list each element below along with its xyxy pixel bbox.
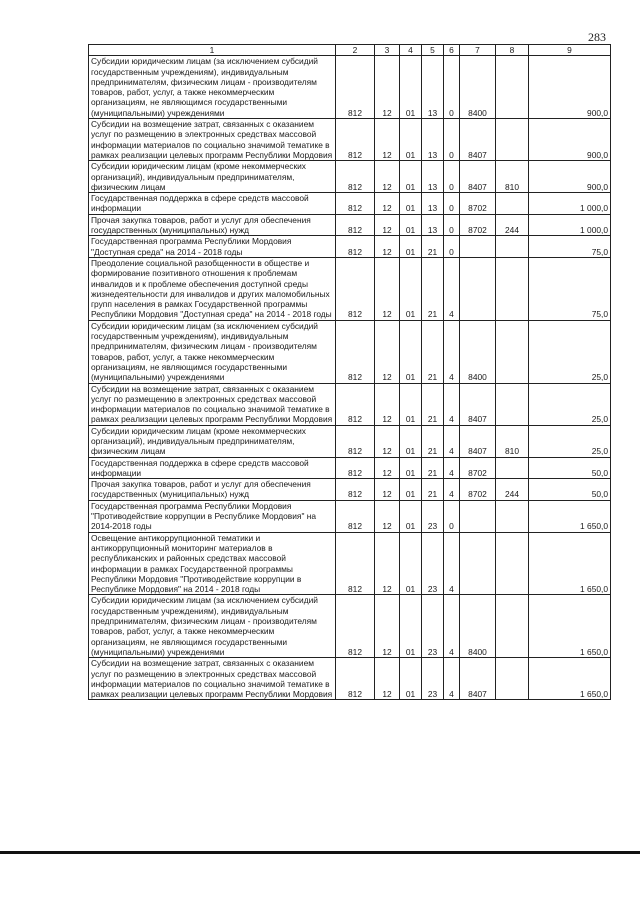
row-description: Освещение антикоррупционной тематики и антикоррупционный мониторинг материалов в республиканских и районных средствах массовой информации в рамках Государственной программы Республики Мордовия "Противодействие коррупции в Республике Мордовия" на 2014 - 2018 годы (89, 532, 336, 595)
cell-direction (460, 532, 496, 595)
cell-expense-type (496, 595, 529, 658)
cell-subsection: 01 (400, 595, 422, 658)
cell-subprogram: 0 (444, 56, 460, 119)
cell-subsection: 01 (400, 56, 422, 119)
col-header-7: 7 (460, 45, 496, 56)
row-description: Государственная поддержка в сфере средств массовой информации (89, 193, 336, 215)
cell-direction (460, 257, 496, 320)
cell-direction: 8407 (460, 119, 496, 161)
cell-amount: 1 650,0 (529, 658, 611, 700)
cell-expense-type (496, 658, 529, 700)
col-header-1: 1 (89, 45, 336, 56)
col-header-2: 2 (336, 45, 375, 56)
cell-subsection: 01 (400, 479, 422, 501)
cell-direction: 8702 (460, 479, 496, 501)
cell-subsection: 01 (400, 383, 422, 425)
cell-subprogram: 4 (444, 595, 460, 658)
cell-subprogram: 4 (444, 457, 460, 479)
cell-ministry-code: 812 (336, 56, 375, 119)
cell-subsection: 01 (400, 236, 422, 258)
cell-subprogram: 0 (444, 161, 460, 193)
table-row (89, 320, 611, 383)
cell-ministry-code: 812 (336, 383, 375, 425)
cell-subprogram: 4 (444, 383, 460, 425)
cell-section: 12 (375, 479, 400, 501)
cell-program: 23 (422, 658, 444, 700)
cell-subsection: 01 (400, 500, 422, 532)
cell-program: 13 (422, 56, 444, 119)
table-row (89, 119, 611, 161)
cell-section: 12 (375, 193, 400, 215)
cell-subprogram: 0 (444, 193, 460, 215)
row-description: Субсидии юридическим лицам (за исключением субсидий государственным учреждениям), индивидуальным предпринимателям, физическим лицам - производителям товаров, работ, услуг, а также некоммерческим организациям, не являющимся государственными (муниципальными) учреждениями (89, 56, 336, 119)
cell-expense-type (496, 119, 529, 161)
cell-section: 12 (375, 532, 400, 595)
cell-amount: 75,0 (529, 257, 611, 320)
cell-subprogram: 0 (444, 214, 460, 236)
row-description: Прочая закупка товаров, работ и услуг для обеспечения государственных (муниципальных) нужд (89, 479, 336, 501)
cell-ministry-code: 812 (336, 193, 375, 215)
table-row (89, 161, 611, 193)
cell-ministry-code: 812 (336, 595, 375, 658)
cell-expense-type (496, 457, 529, 479)
table-row (89, 257, 611, 320)
cell-expense-type (496, 236, 529, 258)
col-header-5: 5 (422, 45, 444, 56)
cell-amount: 1 650,0 (529, 500, 611, 532)
table-row (89, 193, 611, 215)
row-description: Преодоление социальной разобщенности в обществе и формирование позитивного отношения к проблемам инвалидов и к проблеме обеспечения доступной среды жизнедеятельности для инвалидов и других маломобильных групп населения в рамках Государственной программы Республики Мордовия "Доступная среда" на 2014 - 2018 годы (89, 257, 336, 320)
row-description: Прочая закупка товаров, работ и услуг для обеспечения государственных (муниципальных) нужд (89, 214, 336, 236)
table-row (89, 658, 611, 700)
cell-direction (460, 500, 496, 532)
cell-ministry-code: 812 (336, 257, 375, 320)
cell-expense-type (496, 532, 529, 595)
cell-direction: 8407 (460, 425, 496, 457)
cell-subprogram: 4 (444, 425, 460, 457)
cell-direction: 8400 (460, 56, 496, 119)
cell-program: 23 (422, 532, 444, 595)
cell-expense-type (496, 500, 529, 532)
row-description: Государственная программа Республики Мордовия "Противодействие коррупции в Республике Мордовия" на 2014-2018 годы (89, 500, 336, 532)
cell-subsection: 01 (400, 658, 422, 700)
row-description: Субсидии на возмещение затрат, связанных с оказанием услуг по размещению в электронных средствах массовой информации материалов по социально значимой тематике в рамках реализации целевых программ Республики Мордовия (89, 658, 336, 700)
row-description: Субсидии юридическим лицам (кроме некоммерческих организаций), индивидуальным предпринимателям, физическим лицам (89, 161, 336, 193)
cell-subprogram: 4 (444, 532, 460, 595)
cell-section: 12 (375, 119, 400, 161)
cell-section: 12 (375, 236, 400, 258)
cell-section: 12 (375, 425, 400, 457)
cell-amount: 25,0 (529, 320, 611, 383)
cell-subprogram: 4 (444, 320, 460, 383)
cell-amount: 25,0 (529, 383, 611, 425)
cell-program: 21 (422, 257, 444, 320)
cell-amount: 1 000,0 (529, 193, 611, 215)
table-row (89, 236, 611, 258)
cell-program: 13 (422, 193, 444, 215)
cell-expense-type (496, 56, 529, 119)
cell-subsection: 01 (400, 457, 422, 479)
cell-ministry-code: 812 (336, 119, 375, 161)
cell-expense-type (496, 257, 529, 320)
cell-direction: 8407 (460, 658, 496, 700)
cell-program: 21 (422, 457, 444, 479)
cell-direction: 8407 (460, 161, 496, 193)
cell-subsection: 01 (400, 214, 422, 236)
cell-subsection: 01 (400, 257, 422, 320)
header-row (89, 45, 611, 56)
cell-section: 12 (375, 161, 400, 193)
page-number: 283 (588, 30, 606, 44)
cell-amount: 25,0 (529, 425, 611, 457)
table-row (89, 56, 611, 119)
table-row (89, 479, 611, 501)
cell-subprogram: 0 (444, 500, 460, 532)
cell-amount: 1 650,0 (529, 595, 611, 658)
cell-expense-type (496, 193, 529, 215)
cell-program: 21 (422, 320, 444, 383)
cell-section: 12 (375, 214, 400, 236)
cell-section: 12 (375, 257, 400, 320)
cell-subsection: 01 (400, 425, 422, 457)
cell-ministry-code: 812 (336, 479, 375, 501)
cell-amount: 50,0 (529, 479, 611, 501)
cell-section: 12 (375, 320, 400, 383)
cell-amount: 1 000,0 (529, 214, 611, 236)
bottom-rule (0, 851, 640, 854)
cell-ministry-code: 812 (336, 457, 375, 479)
cell-subprogram: 4 (444, 658, 460, 700)
cell-subprogram: 4 (444, 257, 460, 320)
cell-amount: 75,0 (529, 236, 611, 258)
cell-amount: 900,0 (529, 56, 611, 119)
table-row (89, 532, 611, 595)
cell-expense-type: 244 (496, 214, 529, 236)
cell-expense-type: 244 (496, 479, 529, 501)
cell-ministry-code: 812 (336, 532, 375, 595)
cell-ministry-code: 812 (336, 658, 375, 700)
col-header-8: 8 (496, 45, 529, 56)
cell-program: 23 (422, 500, 444, 532)
cell-direction: 8400 (460, 595, 496, 658)
cell-program: 21 (422, 236, 444, 258)
cell-section: 12 (375, 457, 400, 479)
cell-ministry-code: 812 (336, 425, 375, 457)
cell-direction: 8702 (460, 457, 496, 479)
cell-section: 12 (375, 595, 400, 658)
table-row (89, 214, 611, 236)
table-row (89, 383, 611, 425)
cell-amount: 50,0 (529, 457, 611, 479)
table-row (89, 425, 611, 457)
cell-direction: 8400 (460, 320, 496, 383)
cell-ministry-code: 812 (336, 500, 375, 532)
cell-subsection: 01 (400, 119, 422, 161)
cell-expense-type: 810 (496, 161, 529, 193)
cell-subsection: 01 (400, 320, 422, 383)
cell-program: 21 (422, 425, 444, 457)
cell-program: 13 (422, 161, 444, 193)
cell-subprogram: 0 (444, 236, 460, 258)
col-header-9: 9 (529, 45, 611, 56)
cell-program: 13 (422, 214, 444, 236)
cell-direction: 8407 (460, 383, 496, 425)
cell-program: 21 (422, 479, 444, 501)
cell-ministry-code: 812 (336, 320, 375, 383)
table-row (89, 457, 611, 479)
table-row (89, 595, 611, 658)
col-header-6: 6 (444, 45, 460, 56)
cell-section: 12 (375, 500, 400, 532)
row-description: Государственная программа Республики Мордовия "Доступная среда" на 2014 - 2018 годы (89, 236, 336, 258)
cell-amount: 900,0 (529, 119, 611, 161)
cell-expense-type: 810 (496, 425, 529, 457)
cell-subsection: 01 (400, 161, 422, 193)
cell-program: 23 (422, 595, 444, 658)
cell-ministry-code: 812 (336, 236, 375, 258)
cell-direction (460, 236, 496, 258)
cell-subsection: 01 (400, 532, 422, 595)
cell-expense-type (496, 383, 529, 425)
row-description: Субсидии юридическим лицам (за исключением субсидий государственным учреждениям), индивидуальным предпринимателям, физическим лицам - производителям товаров, работ, услуг, а также некоммерческим организациям, не являющимся государственными (муниципальными) учреждениями (89, 595, 336, 658)
col-header-4: 4 (400, 45, 422, 56)
row-description: Государственная поддержка в сфере средств массовой информации (89, 457, 336, 479)
cell-ministry-code: 812 (336, 161, 375, 193)
cell-expense-type (496, 320, 529, 383)
cell-ministry-code: 812 (336, 214, 375, 236)
row-description: Субсидии юридическим лицам (за исключением субсидий государственным учреждениям), индивидуальным предпринимателям, физическим лицам - производителям товаров, работ, услуг, а также некоммерческим организациям, не являющимся государственными (муниципальными) учреждениями (89, 320, 336, 383)
table-row (89, 500, 611, 532)
row-description: Субсидии на возмещение затрат, связанных с оказанием услуг по размещению в электронных средствах массовой информации материалов по социально значимой тематике в рамках реализации целевых программ Республики Мордовия (89, 119, 336, 161)
cell-subprogram: 0 (444, 119, 460, 161)
budget-table (88, 44, 611, 700)
row-description: Субсидии на возмещение затрат, связанных с оказанием услуг по размещению в электронных средствах массовой информации материалов по социально значимой тематике в рамках реализации целевых программ Республики Мордовия (89, 383, 336, 425)
cell-direction: 8702 (460, 193, 496, 215)
col-header-3: 3 (375, 45, 400, 56)
cell-section: 12 (375, 658, 400, 700)
cell-section: 12 (375, 383, 400, 425)
row-description: Субсидии юридическим лицам (кроме некоммерческих организаций), индивидуальным предпринимателям, физическим лицам (89, 425, 336, 457)
cell-subsection: 01 (400, 193, 422, 215)
cell-section: 12 (375, 56, 400, 119)
cell-amount: 900,0 (529, 161, 611, 193)
cell-subprogram: 4 (444, 479, 460, 501)
cell-program: 13 (422, 119, 444, 161)
cell-program: 21 (422, 383, 444, 425)
cell-amount: 1 650,0 (529, 532, 611, 595)
cell-direction: 8702 (460, 214, 496, 236)
